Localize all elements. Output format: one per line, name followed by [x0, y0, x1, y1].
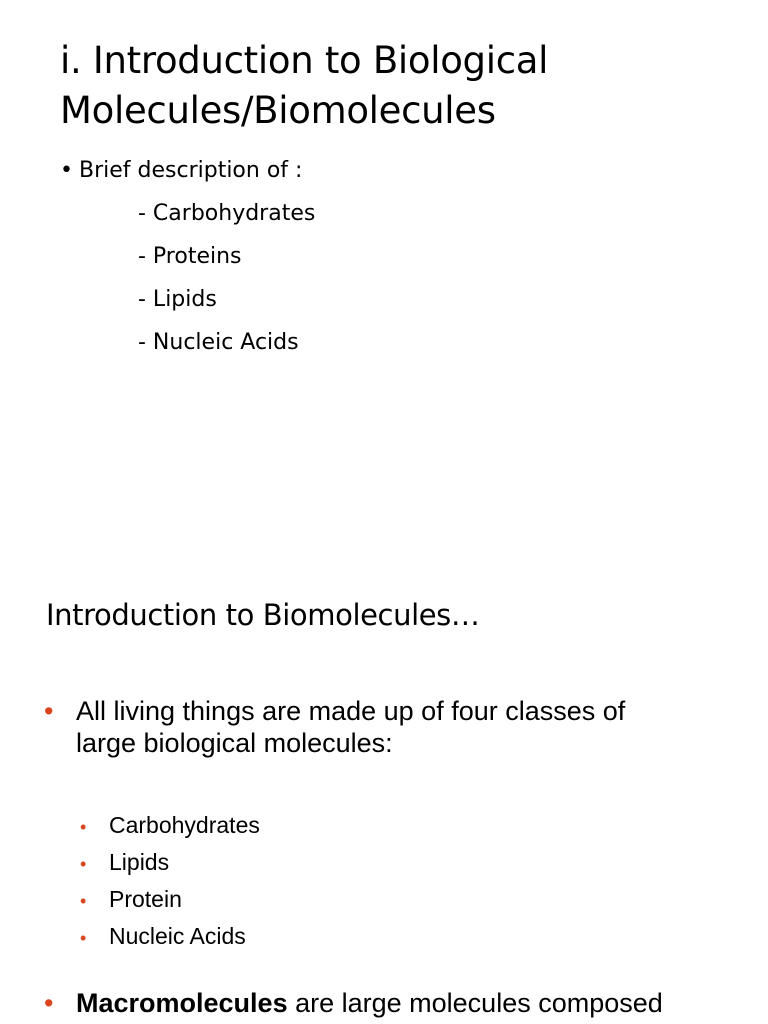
- slide1-sublist: [138, 199, 315, 371]
- bullet-dot-icon: •: [80, 891, 87, 911]
- bullet-dot-icon: •: [44, 696, 54, 726]
- list-item-label: Carbohydrates: [109, 812, 260, 838]
- bullet-dot-icon: •: [80, 817, 87, 837]
- list-item: - Nucleic Acids: [138, 330, 299, 355]
- slide1-bullet-text: Brief description of :: [78, 158, 303, 183]
- bullet-dot-icon: •: [80, 854, 87, 874]
- bullet-dot-icon: •: [60, 158, 73, 183]
- slide2-bullet2: [44, 986, 768, 1020]
- bullet-dot-icon: •: [44, 988, 54, 1018]
- slide2-bullet1-line1: All living things are made up of four classes of: [76, 696, 626, 726]
- slide2-bullet1-line2: large biological molecules:: [76, 728, 393, 758]
- list-item-label: Lipids: [109, 849, 170, 875]
- list-item: [80, 811, 260, 848]
- slide1-title-line2: Molecules/Biomolecules: [60, 89, 496, 132]
- list-item: [80, 922, 260, 959]
- slide1-title: [60, 36, 740, 136]
- slide2-bullet2-text: are large molecules composed: [287, 988, 663, 1018]
- list-item: - Carbohydrates: [138, 201, 316, 226]
- list-item: [80, 885, 260, 922]
- list-item-label: Protein: [109, 886, 182, 912]
- slide2-bullet1: [44, 695, 744, 759]
- list-item: [80, 848, 260, 885]
- slide2-bullet1-text: [76, 695, 716, 759]
- list-item-label: Nucleic Acids: [109, 923, 246, 949]
- list-item: - Lipids: [138, 287, 217, 312]
- slide1-title-line1: i. Introduction to Biological: [60, 39, 549, 82]
- list-item: - Proteins: [138, 244, 242, 269]
- slide1-bullet: [60, 156, 302, 186]
- slide2-title: Introduction to Biomolecules…: [46, 598, 480, 632]
- bullet-dot-icon: •: [80, 928, 87, 948]
- slide2-sublist: [80, 811, 260, 959]
- slide2-bullet2-bold: Macromolecules: [76, 988, 288, 1018]
